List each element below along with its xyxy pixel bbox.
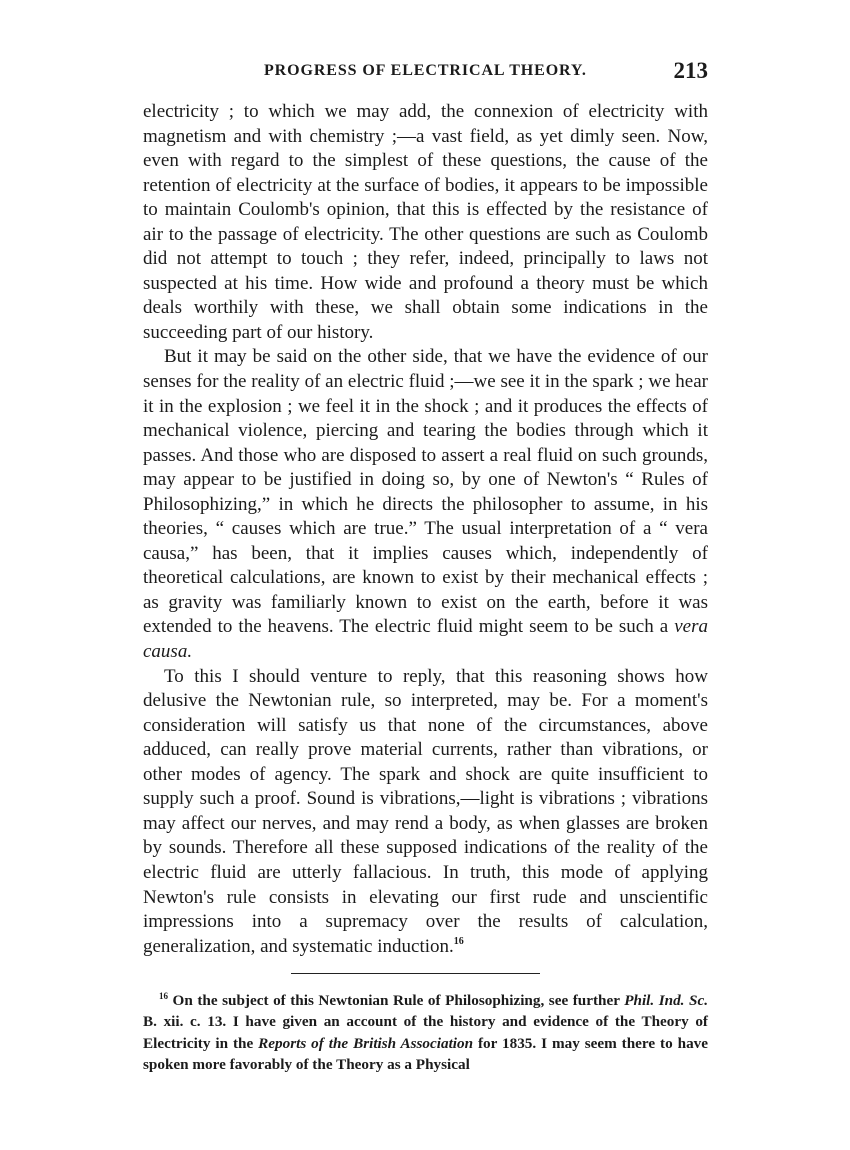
paragraph-2-text: But it may be said on the other side, that we have the evidence of our senses for the reality of an electric fluid ;—we see it in the spark ; we hear it in the explosion ; we feel it in the shock ; and it produces the effects of mechanical violence, piercing and tearing the bodies through which it passes. And those who are disposed to assert a real fluid on such grounds, may appear to be justified in doing so, by one of Newton's “ Rules of Philosophizing,” in which he directs the philosopher to assume, in his theories, “ causes which are true.” The usual interpretation of a “ vera causa,” has been, that it implies causes which, independently of theoretical calculations, are known to exist by their mechanical effects ; as gravity was familiarly known to exist on the earth, before it was extended to the heavens. The electric fluid might seem to be such a bbox=[143, 346, 708, 638]
footnote-text-1: On the subject of this Newtonian Rule of Philosophizing, see further bbox=[172, 992, 620, 1009]
paragraph-1-text: electricity ; to which we may add, the connexion of electricity with magnetism and with chemistry ;—a vast field, as yet dimly seen. Now, even with regard to the simplest of these questions, the cause of the retention of electricity at the surface of bodies, it appears to be impossible to maintain Coulomb's opinion, that this is effected by the resistance of air to the passage of electricity. The other questions are such as Coulomb did not attempt to touch ; they refer, indeed, principally to laws not suspected at his time. How wide and profound a theory must be which deals worthily with these, we shall obtain some indications in the succeeding part of our history. bbox=[143, 101, 708, 343]
paragraph-1 bbox=[143, 100, 708, 345]
body-text bbox=[143, 100, 708, 959]
running-head bbox=[143, 58, 708, 88]
paragraph-3-text: To this I should venture to reply, that this reasoning shows how delusive the Newtonian rule, so interpreted, may be. For a moment's consideration will satisfy us that none of the circumstances, above adduced, can really prove material currents, rather than vibrations, or other modes of agency. The spark and shock are quite insufficient to supply such a proof. Sound is vibrations,—light is vibrations ; vibrations may affect our nerves, and may rend a body, as when glasses are broken by sounds. Therefore all these supposed indications of the reality of the electric fluid are utterly fallacious. In truth, this mode of applying Newton's rule consists in elevating our first rude and unscientific impressions into a supremacy over the results of calculation, generalization, and systematic induction. bbox=[143, 665, 708, 957]
footnote-mark: 16 bbox=[159, 991, 168, 1001]
vera-causa-italic: vera causa. bbox=[143, 616, 708, 663]
page-number: 213 bbox=[673, 58, 708, 83]
footnote bbox=[143, 990, 708, 1075]
footnote-reference[interactable]: 16 bbox=[453, 935, 464, 947]
footnote-divider bbox=[291, 973, 540, 974]
footnote-reports-italic: Reports of the British Association bbox=[258, 1034, 474, 1052]
paragraph-2 bbox=[143, 345, 708, 664]
footnote-text-2: B. xii. c. 13. I have given an account of the history and evidence of the Theory of Electricity in the bbox=[143, 1013, 708, 1052]
footnote-ref-italic: Phil. Ind. Sc. bbox=[624, 992, 708, 1009]
footnote-text-3: for 1835. I may seem there to have spoken more favorably of the Theory as a Physical bbox=[143, 1034, 708, 1073]
running-title: PROGRESS OF ELECTRICAL THEORY. bbox=[264, 62, 587, 79]
paragraph-3 bbox=[143, 665, 708, 960]
